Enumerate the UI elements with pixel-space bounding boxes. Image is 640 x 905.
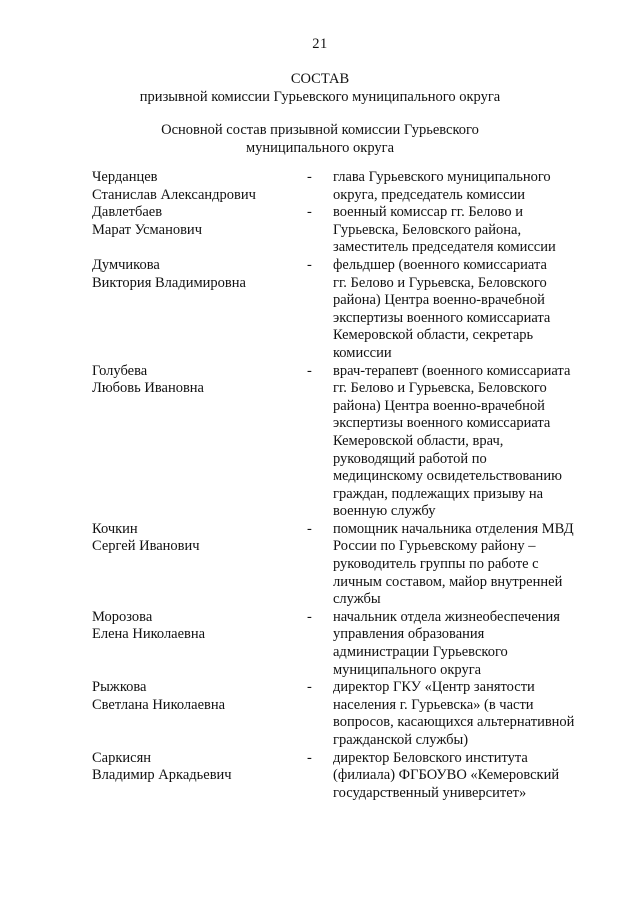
member-given-names: Сергей Иванович [92,538,200,555]
member-surname: Саркисян [92,749,152,766]
member-role-line: гг. Белово и Гурьевска, Беловского [333,274,547,291]
member-role-line: управления образования [333,626,485,643]
member-role-line: гг. Белово и Гурьевска, Беловского [333,380,547,397]
member-dash: - [307,608,312,625]
member-surname: Кочкин [92,520,138,537]
member-name [92,609,307,644]
member-role-line: России по Гурьевскому району – [333,538,536,555]
member-role-line: Гурьевска, Беловского района, [333,221,522,238]
member-name [92,204,307,239]
member-list [92,169,592,802]
member-role-line: муниципального округа [333,661,482,678]
member-role-line: комиссии [333,344,392,361]
member-dash: - [307,520,312,537]
member-role-line: вопросов, касающихся альтернативной [333,714,575,731]
member-role-line: заместитель председателя комиссии [333,239,556,256]
section-heading-line: Основной состав призывной комиссии Гурьевского [161,122,479,138]
member-given-names: Станислав Александрович [92,186,256,203]
member-role [333,750,591,803]
member-row [92,750,592,803]
member-role-line: населения г. Гурьевска» (в части [333,696,534,713]
member-role-line: врач-терапевт (военного комиссариата [333,362,571,379]
member-role [333,609,591,679]
member-surname: Морозова [92,608,153,625]
member-role-line: Кемеровской области, секретарь [333,327,534,344]
member-role-line: государственный университет» [333,784,527,801]
member-row [92,363,592,521]
member-role-line: района) Центра военно-врачебной [333,397,545,414]
member-surname: Давлетбаев [92,204,163,221]
member-row [92,679,592,749]
member-dash: - [307,256,312,273]
member-name [92,750,307,785]
member-role-line: военную службу [333,503,436,520]
member-role-line: военный комиссар гг. Белово и [333,204,523,221]
member-role-line: Кемеровской области, врач, [333,432,504,449]
member-row [92,521,592,609]
member-role [333,679,591,749]
member-dash: - [307,169,312,185]
member-role-line: начальник отдела жизнеобеспечения [333,608,560,625]
member-name [92,679,307,714]
member-dash: - [307,679,312,696]
member-given-names: Владимир Аркадьевич [92,767,232,784]
member-row [92,609,592,679]
member-role [333,169,591,204]
member-given-names: Светлана Николаевна [92,696,226,713]
member-role [333,521,591,609]
member-given-names: Виктория Владимировна [92,274,246,291]
title-subline: призывной комиссии Гурьевского муниципального округа [139,88,501,105]
member-role-line: руководящий работой по [333,450,487,467]
member-row [92,169,592,204]
member-role [333,363,591,521]
member-row [92,257,592,363]
member-given-names: Марат Усманович [92,221,202,238]
member-surname: Голубева [92,362,148,379]
member-role-line: медицинскому освидетельствованию [333,468,562,485]
member-name [92,169,307,204]
member-surname: Черданцев [92,169,158,185]
member-role-line: гражданской службы) [333,732,469,748]
member-given-names: Любовь Ивановна [92,380,204,397]
member-role-line: личным составом, майор внутренней [333,573,563,590]
member-role-line: руководитель группы по работе с [333,556,539,573]
document-title [0,71,640,106]
member-name [92,363,307,398]
member-row [92,204,592,257]
member-given-names: Елена Николаевна [92,626,206,643]
member-role-line: округа, председатель комиссии [333,186,526,203]
member-role-line: администрации Гурьевского [333,644,508,661]
page-number: 21 [312,36,328,52]
section-heading [0,122,640,157]
member-role-line: экспертизы военного комиссариата [333,415,551,432]
member-role-line: фельдшер (военного комиссариата [333,256,547,273]
member-dash: - [307,749,312,766]
member-role-line: директор ГКУ «Центр занятости [333,679,535,696]
member-role-line: глава Гурьевского муниципального [333,169,551,185]
member-dash: - [307,362,312,379]
member-role [333,204,591,257]
member-surname: Думчикова [92,256,160,273]
title-line: СОСТАВ [290,71,350,87]
member-name [92,521,307,556]
member-role-line: (филиала) ФГБОУВО «Кемеровский [333,767,560,784]
member-role-line: службы [333,591,381,608]
member-dash: - [307,204,312,221]
member-role-line: района) Центра военно-врачебной [333,292,545,309]
member-role [333,257,591,363]
member-name [92,257,307,292]
member-surname: Рыжкова [92,679,147,696]
member-role-line: экспертизы военного комиссариата [333,309,551,326]
member-role-line: граждан, подлежащих призыву на [333,485,544,502]
member-role-line: директор Беловского института [333,749,528,766]
member-role-line: помощник начальника отделения МВД [333,520,574,537]
section-heading-line: муниципального округа [245,139,395,156]
